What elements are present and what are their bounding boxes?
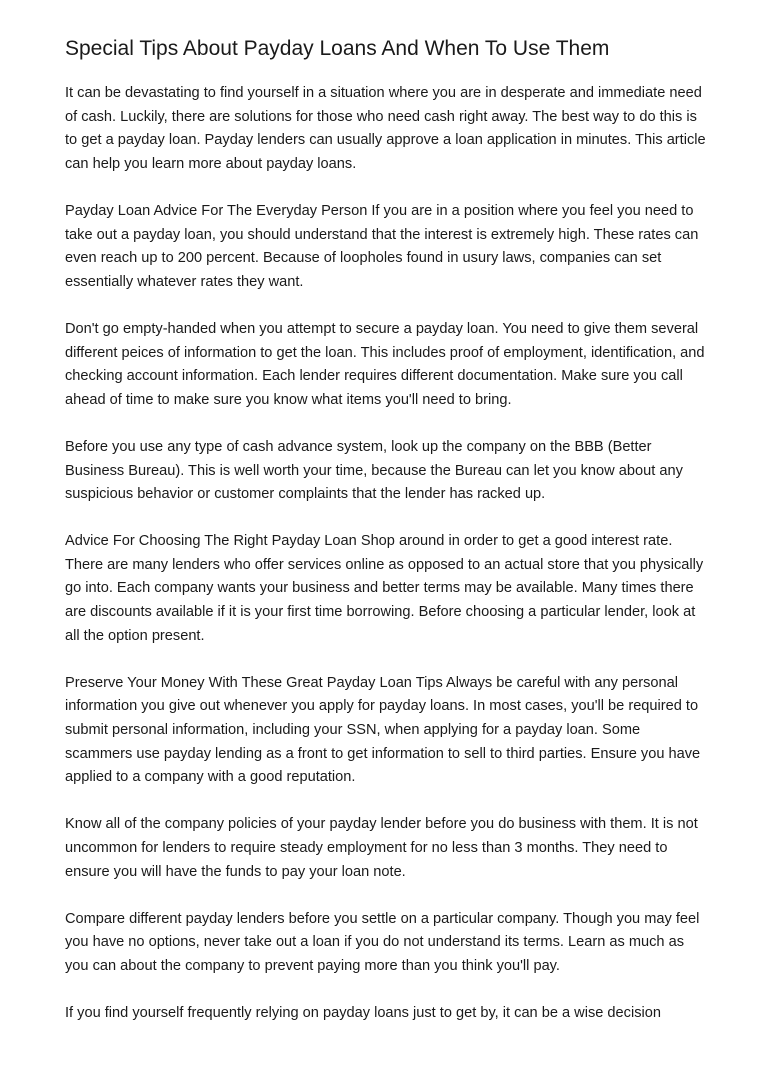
paragraph: Payday Loan Advice For The Everyday Person If you are in a position where you feel you need to take out a payday loan, you should understand that the interest is extremely high. These rates can even reach up to 200 percent. Because of loopholes found in usury laws, companies can set essentially whatever rates they want. bbox=[65, 202, 699, 290]
paragraph: Don't go empty-handed when you attempt to secure a payday loan. You need to give them several different peices of information to get the loan. This includes proof of employment, identification, and checking account information. Each lender requires different documentation. Make sure you call ahead of time to make sure you know what items you'll need to bring. bbox=[65, 320, 705, 408]
paragraph: It can be devastating to find yourself in a situation where you are in desperate and immediate need of cash. Luckily, there are solutions for those who need cash right away. The best way to do this is to get a payday loan. Payday lenders can usually approve a loan application in minutes. This article can help you learn more about payday loans. bbox=[65, 85, 706, 172]
document-title: Special Tips About Payday Loans And When To Use Them bbox=[65, 37, 610, 60]
paragraph: Compare different payday lenders before you settle on a particular company. Though you may feel you have no options, never take out a loan if you do not understand its terms. Learn as much as you can about the company to prevent paying more than you think you'll pay. bbox=[65, 910, 700, 974]
paragraph: Preserve Your Money With These Great Payday Loan Tips Always be careful with any personal information you give out whenever you apply for payday loans. In most cases, you'll be required to submit personal information, including your SSN, when applying for a payday loan. Some scammers use payday lending as a front to get information to sell to third parties. Ensure you have applied to a company with a good reputation. bbox=[65, 674, 701, 786]
document-page bbox=[65, 34, 711, 1049]
paragraph: Advice For Choosing The Right Payday Loan Shop around in order to get a good interest rate. There are many lenders who offer services online as opposed to an actual store that you physically go into. Each company wants your business and better terms may be available. Many times there are discounts available if it is your first time borrowing. Before choosing a particular lender, look at all the option present. bbox=[65, 533, 704, 644]
paragraph: Know all of the company policies of your payday lender before you do business with them. It is not uncommon for lenders to require steady employment for no less than 3 months. They need to ensure you will have the funds to pay your loan note. bbox=[65, 816, 698, 880]
paragraph: Before you use any type of cash advance system, look up the company on the BBB (Better Business Bureau). This is well worth your time, because the Bureau can let you know about any suspicious behavior or customer complaints that the lender has racked up. bbox=[65, 438, 683, 503]
paragraph: If you find yourself frequently relying on payday loans just to get by, it can be a wise decision bbox=[65, 1005, 661, 1022]
